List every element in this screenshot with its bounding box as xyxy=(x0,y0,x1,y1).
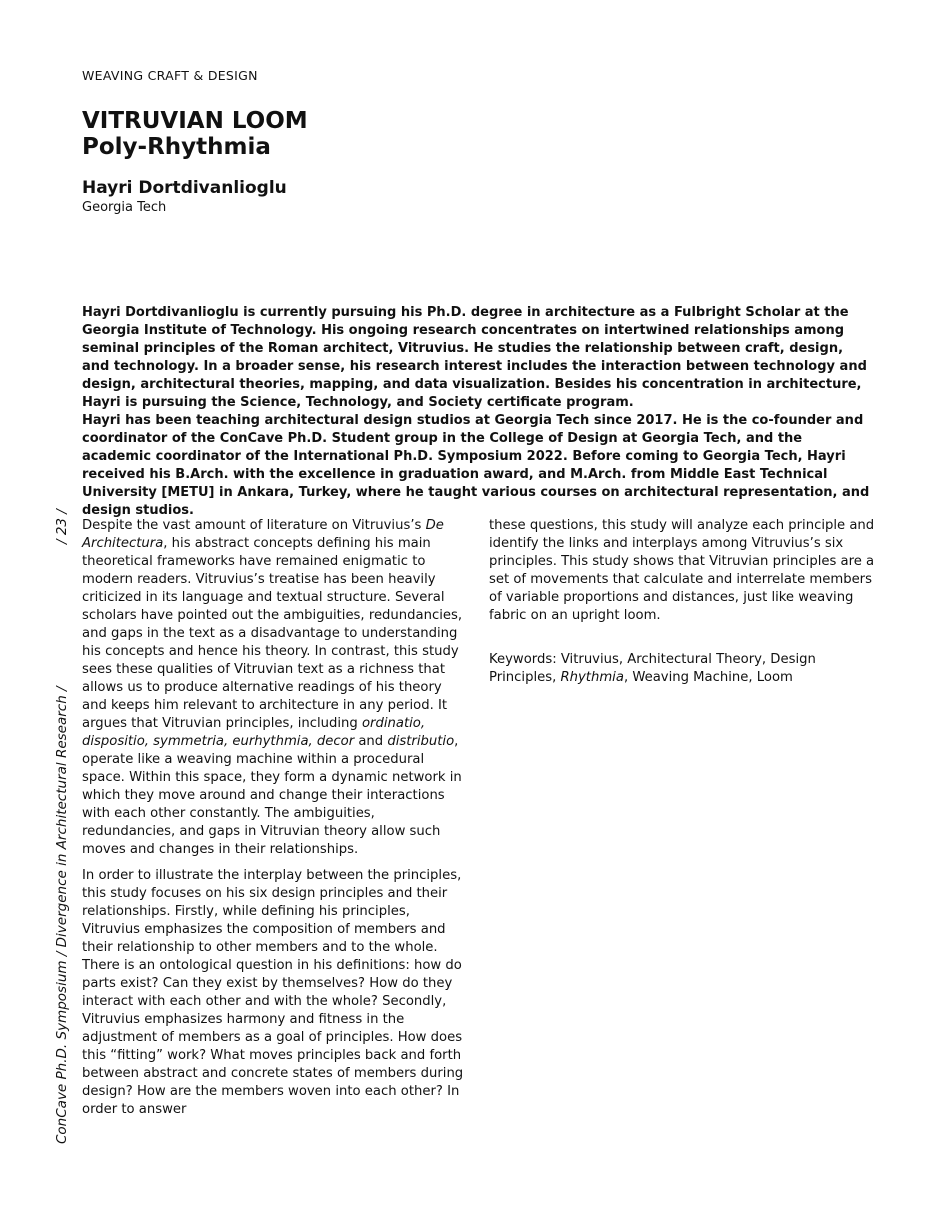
italic-term: Rhythmia xyxy=(560,670,624,685)
abstract-paragraph-2: In order to illustrate the interplay between the principles, this study focuses on his six design principles and their relationships. Firstly, while defining his principles, Vitruvius emphasizes the composition of members and their relationship to other members and to the whole. There is an ontological question in his definitions: how do parts exist? Can they exist by themselves? How do they interact with each other and with the whole? Secondly, Vitruvius emphasizes harmony and fitness in the adjustment of members as a goal of principles. How does this “fitting” work? What moves principles back and forth between abstract and concrete states of members during design? How are the members woven into each other? In order to answer xyxy=(82,868,464,1117)
author-bio xyxy=(82,304,872,520)
abstract-paragraph-3: these questions, this study will analyze each principle and identify the links and interplays among Vitruvius’s six principles. This study shows that Vitruvian principles are a set of movements that calculate and interrelate members of variable proportions and distances, just like weaving fabric on an upright loom. xyxy=(489,518,875,623)
author-name: Hayri Dortdivanlioglu xyxy=(82,178,287,198)
title-line-2: Poly-Rhythmia xyxy=(82,134,271,160)
text-run: Keywords: Vitruvius, Architectural Theory, Design Principles, xyxy=(489,652,816,685)
italic-term: De Architectura xyxy=(82,518,444,551)
text-run: , his abstract concepts defining his main theoretical frameworks have remained enigmatic to modern readers. Vitruvius’s treatise has been heavily criticized in its language and textual structure. Several scholars have pointed out the ambiguities, redundancies, and gaps in the text as a disadvantage to understanding his concepts and hence his theory. In contrast, this study sees these qualities of Vitruvian text as a richness that allows us to produce alternative readings of his theory and keeps him relevant to architecture in any period. It argues that Vitruvian principles, including xyxy=(82,536,463,731)
text-run: , operate like a weaving machine within a procedural space. Within this space, they form a dynamic network in which they move around and change their interactions with each other constantly. The ambiguities, redundancies, and gaps in Vitruvian theory allow such moves and changes in their relationships. xyxy=(82,734,462,857)
bio-paragraph-1: Hayri Dortdivanlioglu is currently pursuing his Ph.D. degree in architecture as a Fulbright Scholar at the Georgia Institute of Technology. His ongoing research concentrates on intertwined relationships among seminal principles of the Roman architect, Vitruvius. He studies the relationship between craft, design, and technology. In a broader sense, his research interest includes the interaction between technology and design, architectural theories, mapping, and data visualization. Besides his concentration in architecture, Hayri is pursuing the Science, Technology, and Society certificate program. xyxy=(82,305,867,410)
text-run: Despite the vast amount of literature on Vitruvius’s xyxy=(82,518,426,533)
paper-title xyxy=(82,108,308,160)
section-label: WEAVING CRAFT & DESIGN xyxy=(82,68,258,83)
text-run: and xyxy=(354,734,388,749)
abstract-column-right xyxy=(489,517,881,695)
page-number: / 23 / xyxy=(54,509,70,544)
keywords xyxy=(489,651,881,687)
abstract-column-left xyxy=(82,517,467,1127)
italic-term: ordinatio, dispositio, symmetria, eurhythmia, decor xyxy=(82,716,426,749)
title-line-1: VITRUVIAN LOOM xyxy=(82,108,308,134)
italic-term: distributio xyxy=(387,734,455,749)
author-affiliation: Georgia Tech xyxy=(82,200,167,215)
bio-paragraph-2: Hayri has been teaching architectural design studios at Georgia Tech since 2017. He is the co-founder and coordinator of the ConCave Ph.D. Student group in the College of Design at Georgia Tech, and the academic coordinator of the International Ph.D. Symposium 2022. Before coming to Georgia Tech, Hayri received his B.Arch. with the excellence in graduation award, and M.Arch. from Middle East Technical University [METU] in Ankara, Turkey, where he taught various courses on architectural representation, and design studios. xyxy=(82,413,870,518)
abstract-paragraph-1 xyxy=(82,517,467,859)
journal-name: ConCave Ph.D. Symposium / Divergence in Architectural Research / xyxy=(54,686,70,1144)
text-run: , Weaving Machine, Loom xyxy=(623,670,793,685)
